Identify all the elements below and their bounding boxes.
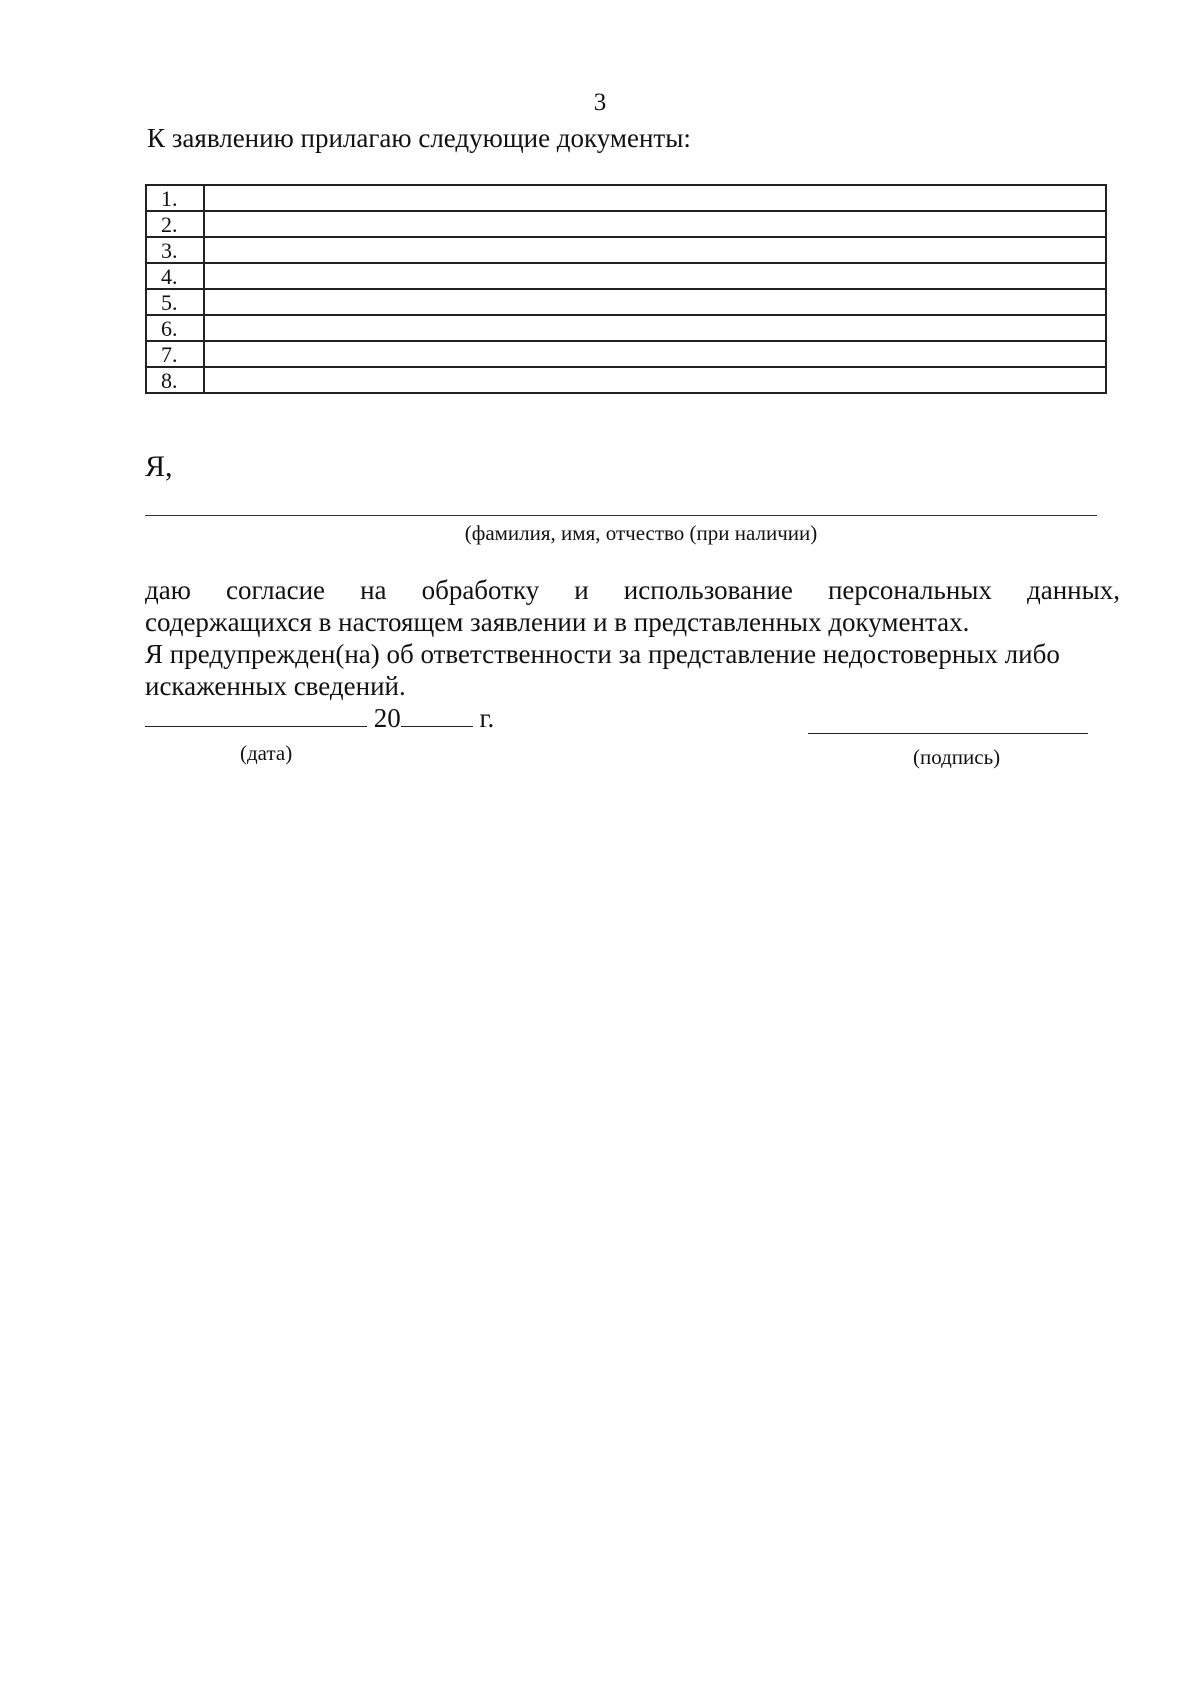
attachment-field[interactable] <box>204 315 1106 341</box>
attachment-field[interactable] <box>204 367 1106 393</box>
table-row <box>146 211 1106 237</box>
row-number: 4. <box>146 263 204 289</box>
row-number: 8. <box>146 367 204 393</box>
table-row <box>146 185 1106 211</box>
signature-caption: (подпись) <box>913 745 1001 769</box>
ya-label: Я, <box>145 450 173 483</box>
table-row <box>146 289 1106 315</box>
signature-field[interactable] <box>808 733 1088 734</box>
row-number: 2. <box>146 211 204 237</box>
table-row <box>146 367 1106 393</box>
year-prefix: 20 <box>373 703 401 733</box>
date-caption: (дата) <box>240 741 293 765</box>
warning-line: искаженных сведений. <box>145 671 406 701</box>
attachment-field[interactable] <box>204 289 1106 315</box>
date-row <box>145 702 494 734</box>
year-field[interactable] <box>401 702 473 727</box>
attachment-field[interactable] <box>204 237 1106 263</box>
row-number: 5. <box>146 289 204 315</box>
consent-line: даю согласие на обработку и использование персональных данных, <box>145 575 1120 605</box>
attachments-table <box>145 184 1107 394</box>
date-field[interactable] <box>145 702 367 727</box>
table-row <box>146 315 1106 341</box>
full-name-caption: (фамилия, имя, отчество (при наличии) <box>464 521 818 545</box>
table-row <box>146 237 1106 263</box>
attachments-heading: К заявлению прилагаю следующие документы: <box>147 123 691 153</box>
row-number: 6. <box>146 315 204 341</box>
consent-line: содержащихся в настоящем заявлении и в представленных документах. <box>145 607 970 637</box>
warning-line: Я предупрежден(на) об ответственности за представление недостоверных либо <box>145 639 1060 669</box>
full-name-field[interactable] <box>145 515 1097 516</box>
attachment-field[interactable] <box>204 211 1106 237</box>
row-number: 7. <box>146 341 204 367</box>
page-number: 3 <box>593 89 607 116</box>
table-row <box>146 341 1106 367</box>
table-row <box>146 263 1106 289</box>
row-number: 3. <box>146 237 204 263</box>
year-suffix: г. <box>472 703 495 733</box>
consent-text <box>145 574 1120 702</box>
attachment-field[interactable] <box>204 185 1106 211</box>
attachment-field[interactable] <box>204 263 1106 289</box>
attachment-field[interactable] <box>204 341 1106 367</box>
row-number: 1. <box>146 185 204 211</box>
